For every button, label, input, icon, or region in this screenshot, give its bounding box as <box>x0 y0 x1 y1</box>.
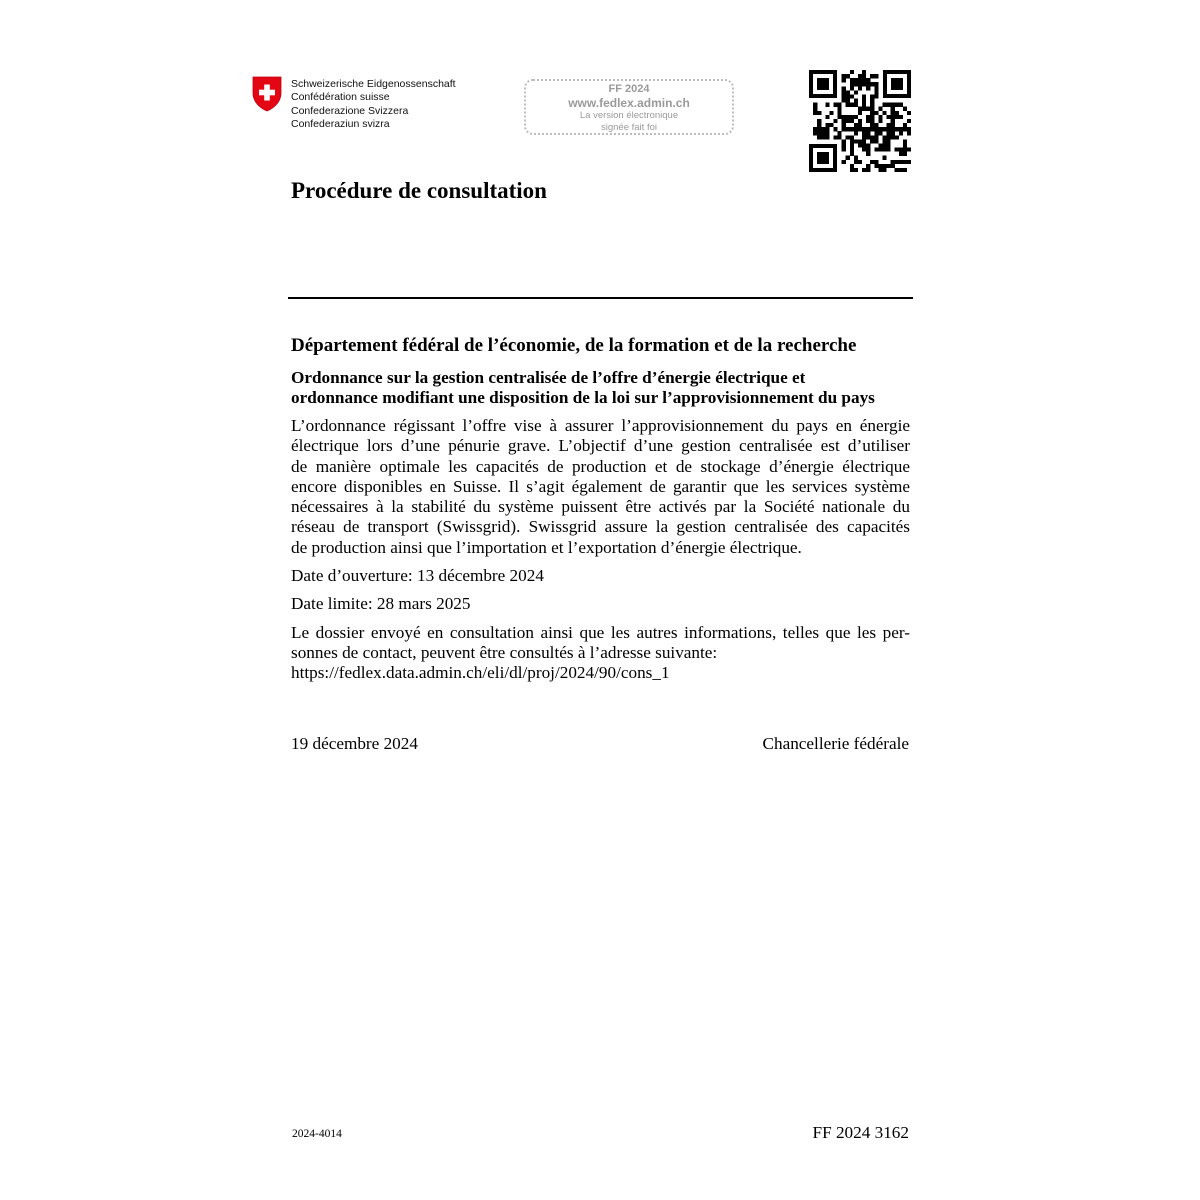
dossier-info <box>291 623 910 684</box>
stamp-ff: FF 2024 <box>608 83 650 95</box>
signature-date: 19 décembre 2024 <box>291 734 418 753</box>
footer-ff-reference: FF 2024 3162 <box>812 1123 909 1142</box>
notice-content <box>291 334 910 692</box>
description-line: électrique lors d’une pénurie grave. L’objectif d’une gestion centralisée est d’utiliser <box>291 436 910 456</box>
emblem-line-rm: Confederaziun svizra <box>291 117 390 130</box>
electronic-version-stamp <box>524 79 734 135</box>
description-line: encore disponibles en Suisse. Il s’agit également de garantir que les services système <box>291 476 910 496</box>
dossier-line: sonnes de contact, peuvent être consultés à l’adresse suivante: <box>291 642 718 662</box>
signature-issuer: Chancellerie fédérale <box>762 734 909 753</box>
dossier-line: Le dossier envoyé en consultation ainsi que les autres informations, telles que les per- <box>291 622 910 642</box>
stamp-url: www.fedlex.admin.ch <box>568 96 690 110</box>
emblem-line-fr: Confédération suisse <box>291 91 390 104</box>
description-line: L’ordonnance régissant l’offre vise à assurer l’approvisionnement du pays en énergie <box>291 416 910 435</box>
federal-logo <box>252 76 456 131</box>
emblem-line-de: Schweizerische Eidgenossenschaft <box>291 78 456 90</box>
swiss-shield-icon <box>252 76 282 112</box>
ordinance-title <box>291 368 910 408</box>
emblem-text <box>291 78 456 131</box>
footer-document-id: 2024-4014 <box>292 1128 342 1140</box>
description-line: de manière optimale les capacités de production et de stockage d’énergie électrique <box>291 456 910 476</box>
description-line: réseau de transport (Swissgrid). Swissgrid assure la gestion centralisée des capacités <box>291 517 910 537</box>
opening-date: Date d’ouverture: 13 décembre 2024 <box>291 566 544 586</box>
department-heading: Département fédéral de l’économie, de la formation et de la recherche <box>291 335 857 356</box>
ordinance-title-line: Ordonnance sur la gestion centralisée de l’offre d’énergie électrique et <box>291 368 806 387</box>
description-line: de production ainsi que l’importation et l’exportation d’énergie électrique. <box>291 537 802 557</box>
stamp-note-1: La version électronique <box>579 110 679 121</box>
ordinance-description <box>291 416 910 558</box>
stamp-note-2: signée fait foi <box>601 121 657 133</box>
ordinance-title-line: ordonnance modifiant une disposition de la loi sur l’approvisionnement du pays <box>291 388 875 407</box>
title-divider <box>288 297 913 299</box>
deadline-date: Date limite: 28 mars 2025 <box>291 594 471 614</box>
description-line: nécessaires à la stabilité du système puissent être activés par la Société nationale du <box>291 497 910 517</box>
emblem-line-it: Confederazione Svizzera <box>291 104 409 117</box>
qr-code-icon <box>809 70 911 172</box>
page-title: Procédure de consultation <box>291 178 547 203</box>
dossier-url-link[interactable]: https://fedlex.data.admin.ch/eli/dl/proj/2024/90/cons_1 <box>291 663 670 683</box>
